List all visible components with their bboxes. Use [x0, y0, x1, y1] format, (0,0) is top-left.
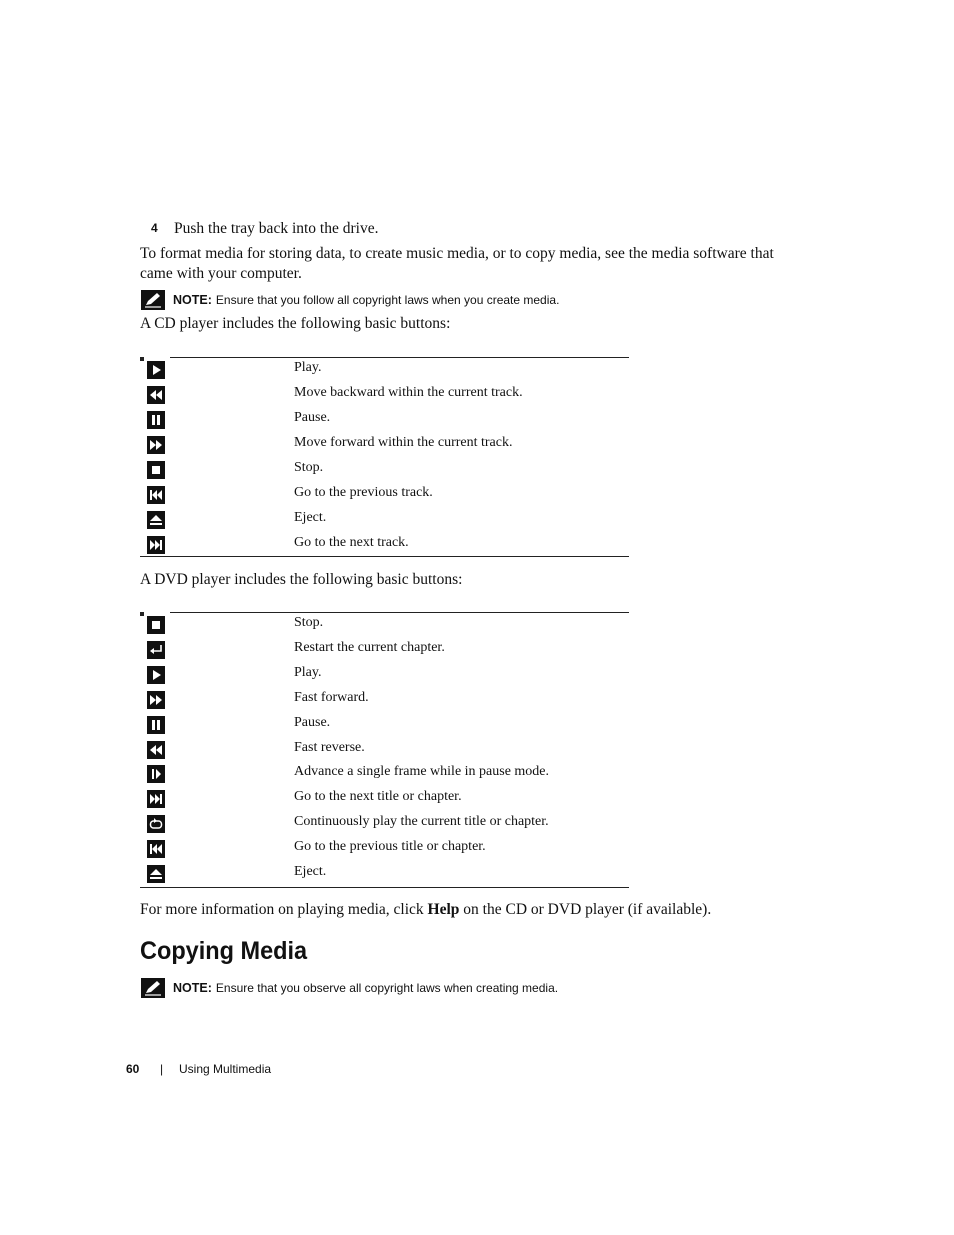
- section-heading: Copying Media: [140, 937, 308, 965]
- table-top-rule: [170, 612, 629, 613]
- page-number: 60: [126, 1062, 140, 1076]
- note-label: NOTE:: [173, 293, 212, 307]
- button-description: Fast reverse.: [294, 739, 365, 755]
- more-info-paragraph: [140, 901, 711, 919]
- more-info-text-end: on the CD or DVD player (if available).: [459, 901, 712, 918]
- help-term: Help: [427, 901, 460, 918]
- step-number: 4: [151, 221, 158, 235]
- play-icon: [147, 666, 165, 684]
- note-copyright-1: [141, 290, 559, 310]
- button-row: [140, 509, 629, 534]
- button-row: [140, 614, 629, 639]
- format-media-paragraph: To format media for storing data, to create music media, or to copy media, see the media software that came with your computer.: [140, 245, 774, 282]
- button-description: Eject.: [294, 864, 327, 879]
- button-description: Go to the previous title or chapter.: [294, 839, 486, 855]
- button-row: [140, 459, 629, 484]
- cd-buttons-table: [140, 357, 629, 557]
- button-description: Eject.: [294, 510, 327, 525]
- button-row: [140, 359, 629, 384]
- repeat-icon: [147, 815, 165, 833]
- button-description: Go to the next track.: [294, 535, 409, 550]
- button-description: Advance a single frame while in pause mode.: [294, 764, 550, 780]
- button-description: Play.: [294, 360, 322, 375]
- next-track-icon: [147, 790, 165, 808]
- rewind-icon: [147, 386, 165, 404]
- dvd-buttons-table: [140, 612, 629, 888]
- button-description: Stop.: [294, 615, 324, 630]
- footer-separator: |: [160, 1062, 164, 1076]
- step-text: Push the tray back into the drive.: [174, 220, 379, 237]
- table-top-rule: [170, 357, 629, 358]
- stop-icon: [147, 616, 165, 634]
- button-description: Move forward within the current track.: [294, 435, 513, 450]
- button-row: [140, 838, 629, 863]
- button-description: Pause.: [294, 410, 331, 425]
- rewind-icon: [147, 741, 165, 759]
- pause-icon: [147, 716, 165, 734]
- button-description: Play.: [294, 664, 322, 680]
- button-description: Go to the previous track.: [294, 485, 433, 500]
- stop-icon: [147, 461, 165, 479]
- button-row: [140, 739, 629, 764]
- button-description: Stop.: [294, 460, 324, 475]
- note-pencil-icon: [141, 978, 165, 998]
- note-pencil-icon: [141, 290, 165, 310]
- previous-track-icon: [147, 840, 165, 858]
- frame-advance-icon: [147, 765, 165, 783]
- fast-forward-icon: [147, 691, 165, 709]
- button-row: [140, 534, 629, 559]
- button-description: Move backward within the current track.: [294, 385, 523, 400]
- eject-icon: [147, 511, 165, 529]
- footer-title: Using Multimedia: [179, 1062, 272, 1076]
- note-copyright-2: [141, 978, 558, 998]
- button-row: [140, 763, 629, 788]
- previous-track-icon: [147, 486, 165, 504]
- dvd-intro: A DVD player includes the following basic buttons:: [140, 571, 463, 588]
- button-row: [140, 788, 629, 813]
- button-row: [140, 434, 629, 459]
- button-row: [140, 689, 629, 714]
- button-description: Go to the next title or chapter.: [294, 789, 462, 805]
- restart-chapter-icon: [147, 641, 165, 659]
- cd-intro: A CD player includes the following basic buttons:: [140, 315, 451, 332]
- button-row: [140, 409, 629, 434]
- button-row: [140, 639, 629, 664]
- button-description: Continuously play the current title or chapter.: [294, 814, 549, 830]
- button-row: [140, 664, 629, 689]
- more-info-text: For more information on playing media, click: [140, 901, 428, 918]
- note-label: NOTE:: [173, 981, 212, 995]
- button-row: [140, 863, 629, 888]
- fast-forward-icon: [147, 436, 165, 454]
- note-text: Ensure that you follow all copyright laws when you create media.: [215, 293, 560, 307]
- button-row: [140, 484, 629, 509]
- button-description: Fast forward.: [294, 689, 369, 705]
- button-row: [140, 714, 629, 739]
- note-text: Ensure that you observe all copyright laws when creating media.: [215, 981, 559, 995]
- button-row: [140, 813, 629, 838]
- play-icon: [147, 361, 165, 379]
- button-row: [140, 384, 629, 409]
- button-description: Pause.: [294, 714, 331, 730]
- button-description: Restart the current chapter.: [294, 639, 445, 655]
- next-track-icon: [147, 536, 165, 554]
- eject-icon: [147, 865, 165, 883]
- pause-icon: [147, 411, 165, 429]
